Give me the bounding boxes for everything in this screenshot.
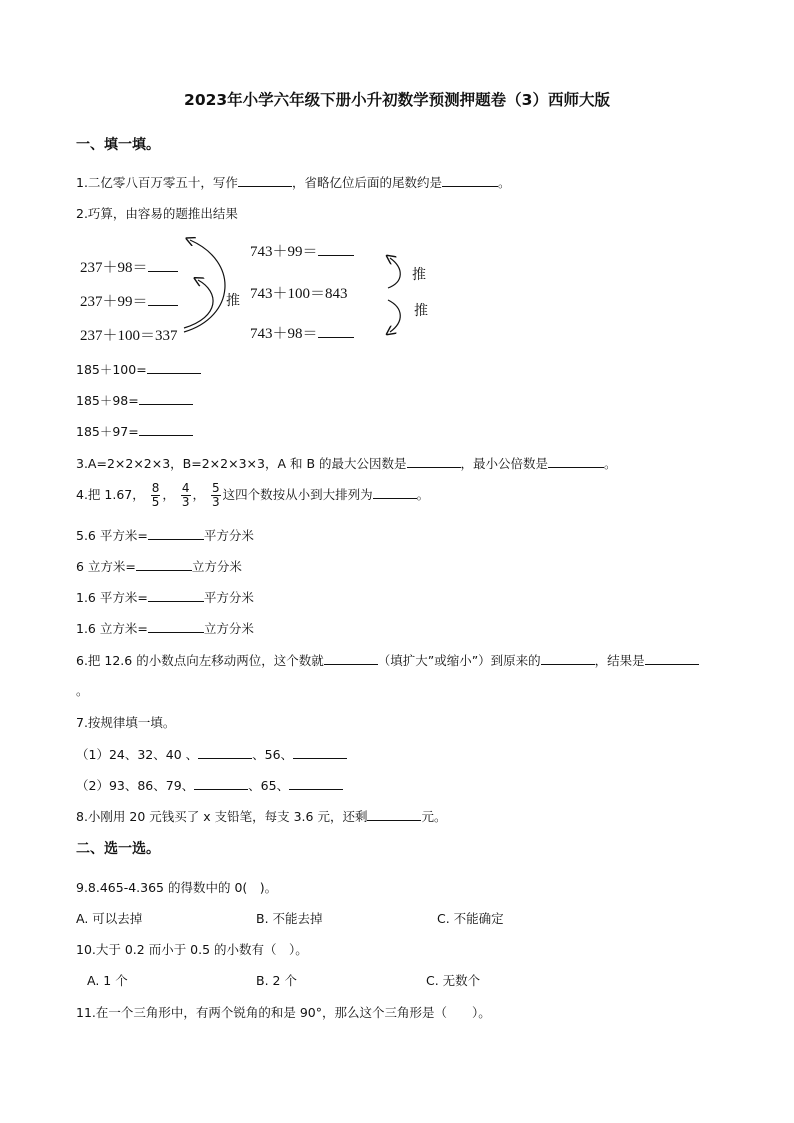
push-label-up: 推	[412, 267, 426, 283]
push-label-down: 推	[414, 303, 428, 319]
question-text: （1）24、32、40 、	[76, 747, 199, 762]
push-label-left: 推	[226, 293, 240, 309]
denominator: 3	[181, 495, 190, 509]
question-text: ，最小公倍数是	[460, 456, 549, 471]
answer-blank[interactable]	[148, 589, 204, 602]
question-text: 5.6 平方米=	[76, 528, 148, 543]
question-text: 6 立方米=	[76, 559, 136, 574]
equation-text: 237＋98＝	[80, 260, 148, 276]
diagram-right-line-2: 743＋100＝843	[250, 286, 348, 302]
answer-blank[interactable]	[541, 652, 595, 665]
answer-blank[interactable]	[139, 392, 193, 405]
question-6	[76, 651, 699, 669]
question-text: 185＋97=	[76, 424, 139, 439]
answer-blank[interactable]	[148, 527, 204, 540]
answer-blank[interactable]	[293, 746, 347, 759]
diagram-right-line-1	[250, 240, 354, 261]
unit-text: 平方分米	[203, 590, 254, 605]
question-text: ，结果是	[594, 653, 645, 668]
question-5-line-1	[76, 526, 254, 544]
option-a[interactable]: A. 可以去掉	[76, 911, 143, 926]
answer-blank[interactable]	[238, 174, 292, 187]
answer-blank[interactable]	[148, 293, 178, 306]
question-text: 1.二亿零八百万零五十，写作	[76, 175, 238, 190]
question-text: 。	[497, 175, 511, 190]
question-text: （2）93、86、79、	[76, 778, 195, 793]
equation-text: 237＋99＝	[80, 294, 148, 310]
question-text: 1.6 立方米=	[76, 621, 148, 636]
question-text: 185＋98=	[76, 393, 139, 408]
question-text: 3.A=2×2×2×3，B=2×2×3×3，A 和 B 的最大公因数是	[76, 456, 407, 471]
section-heading-choose: 二、选一选。	[76, 841, 160, 857]
denominator: 5	[151, 495, 160, 509]
answer-blank[interactable]	[289, 777, 343, 790]
answer-blank[interactable]	[139, 423, 193, 436]
question-text: ，省略亿位后面的尾数约是	[291, 175, 442, 190]
question-text: 4.把 1.67，	[76, 487, 145, 502]
answer-blank[interactable]	[373, 486, 417, 499]
diagram-left-line-1	[80, 256, 178, 277]
question-3	[76, 454, 617, 472]
numerator: 8	[151, 481, 160, 495]
question-2-sub-2	[76, 391, 193, 409]
question-6-end: 。	[76, 683, 89, 698]
option-b[interactable]: B. 不能去掉	[256, 911, 323, 926]
question-text: （填扩大”或缩小”）到原来的	[377, 653, 541, 668]
question-5-line-2	[76, 557, 242, 575]
denominator: 3	[212, 495, 220, 509]
question-11: 11.在一个三角形中，有两个锐角的和是 90°，那么这个三角形是（ ）。	[76, 1005, 491, 1020]
numerator: 5	[212, 481, 220, 495]
answer-blank[interactable]	[548, 455, 604, 468]
answer-blank[interactable]	[148, 259, 178, 272]
question-9: 9.8.465-4.365 的得数中的 0( )。	[76, 880, 278, 895]
option-b[interactable]: B. 2 个	[256, 973, 297, 988]
answer-blank[interactable]	[147, 361, 201, 374]
unit-text: 立方分米	[191, 559, 242, 574]
question-text: 6.把 12.6 的小数点向左移动两位，这个数就	[76, 653, 324, 668]
question-7-part-2	[76, 776, 343, 794]
question-text: 这四个数按从小到大排列为	[222, 487, 373, 502]
push-arrows-right	[382, 254, 412, 338]
separator: ，	[162, 487, 175, 502]
question-10: 10.大于 0.2 而小于 0.5 的小数有（ ）。	[76, 942, 308, 957]
question-4	[76, 482, 429, 509]
equation-text: 743＋98＝	[250, 326, 318, 342]
question-5-line-3	[76, 588, 254, 606]
push-arrows-left	[180, 232, 250, 342]
answer-blank[interactable]	[367, 808, 421, 821]
question-7-part-1	[76, 745, 347, 763]
fraction	[181, 482, 191, 509]
unit-text: 立方分米	[203, 621, 254, 636]
answer-blank[interactable]	[136, 558, 192, 571]
diagram-left-line-2	[80, 290, 178, 311]
question-text: 元。	[421, 809, 447, 824]
answer-blank[interactable]	[194, 777, 248, 790]
question-7: 7.按规律填一填。	[76, 715, 176, 730]
unit-text: 平方分米	[203, 528, 254, 543]
option-a[interactable]: A. 1 个	[87, 973, 128, 988]
fraction	[211, 482, 221, 509]
question-text: 1.6 平方米=	[76, 590, 148, 605]
question-2-sub-1	[76, 360, 201, 378]
question-2: 2.巧算，由容易的题推出结果	[76, 206, 238, 221]
page-title: 2023年小学六年级下册小升初数学预测押题卷（3）西师大版	[184, 91, 610, 109]
option-c[interactable]: C. 无数个	[426, 973, 481, 988]
answer-blank[interactable]	[407, 455, 461, 468]
question-text: 185＋100=	[76, 362, 147, 377]
question-text: 8.小刚用 20 元钱买了 x 支铅笔，每支 3.6 元，还剩	[76, 809, 368, 824]
equation-text: 743＋99＝	[250, 244, 318, 260]
question-1	[76, 173, 510, 191]
answer-blank[interactable]	[318, 325, 354, 338]
question-5-line-4	[76, 619, 254, 637]
numerator: 4	[181, 481, 190, 495]
answer-blank[interactable]	[198, 746, 252, 759]
option-c[interactable]: C. 不能确定	[437, 911, 504, 926]
question-text: 。	[604, 456, 617, 471]
answer-blank[interactable]	[148, 620, 204, 633]
question-text: 、65、	[248, 778, 290, 793]
answer-blank[interactable]	[442, 174, 498, 187]
separator: ，	[192, 487, 206, 502]
question-2-sub-3	[76, 422, 193, 440]
question-8	[76, 807, 446, 825]
fraction	[151, 482, 161, 509]
answer-blank[interactable]	[318, 243, 354, 256]
question-text: 、56、	[252, 747, 294, 762]
answer-blank[interactable]	[645, 652, 699, 665]
diagram-left-line-3: 237＋100＝337	[80, 328, 178, 344]
answer-blank[interactable]	[324, 652, 378, 665]
section-heading-fill: 一、填一填。	[76, 137, 160, 153]
diagram-right-line-3	[250, 322, 354, 343]
question-text: 。	[416, 487, 430, 502]
